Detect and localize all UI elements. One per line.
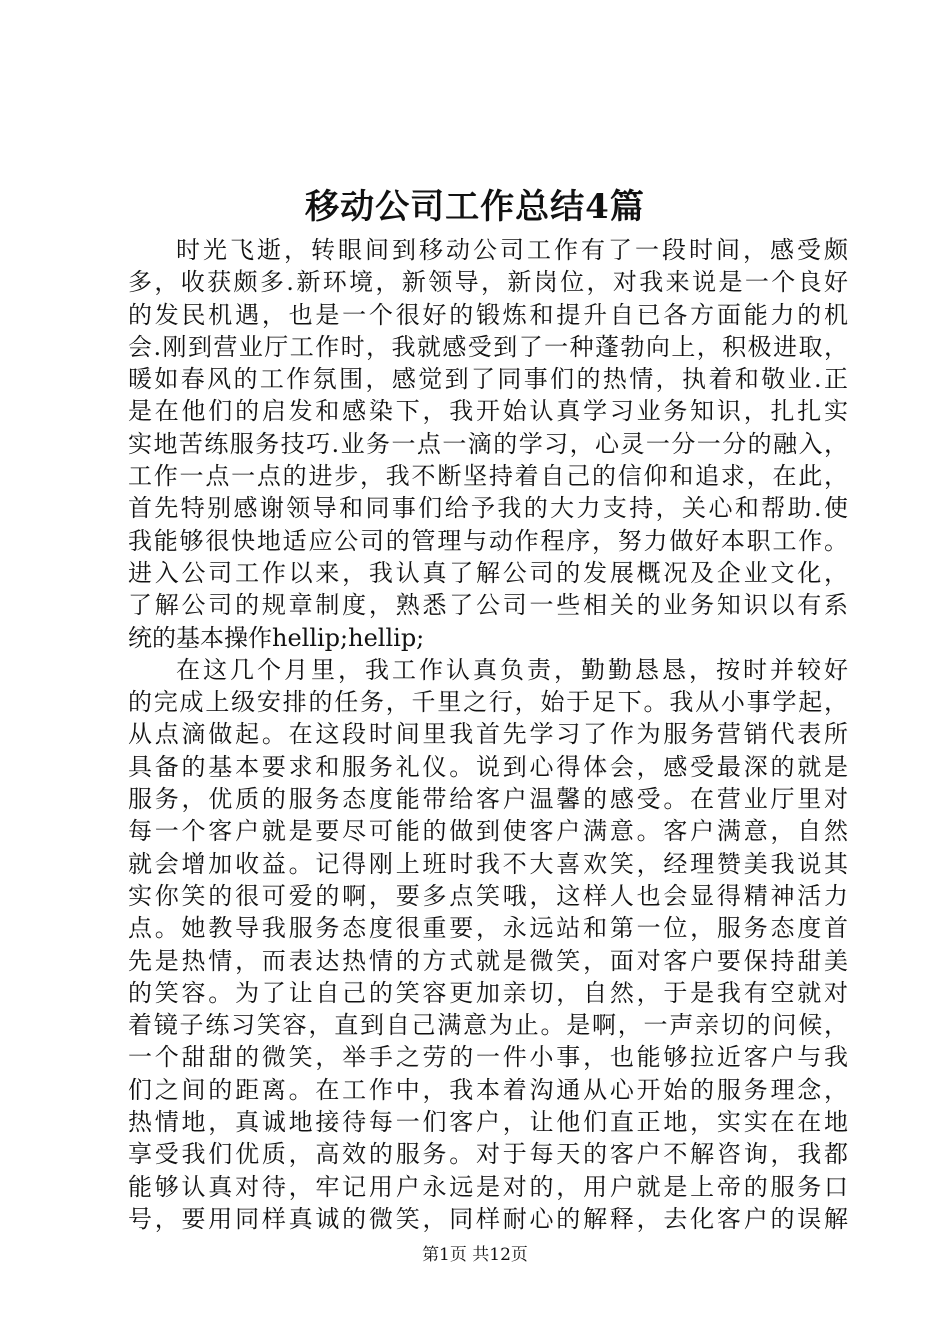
paragraph-2-line-11: 的笑容。为了让自己的笑容更加亲切，自然，于是我有空就对 [128,978,848,1007]
paragraph-1-line-7: 实地苦练服务技巧.业务一点一滴的学习，心灵一分一分的融入， [128,429,848,458]
page-footer: 第1页 共12页 [422,1245,528,1265]
paragraph-2-line-5: 服务，优质的服务态度能带给客户温馨的感受。在营业厅里对 [128,785,848,814]
paragraph-2-line-17: 能够认真对待，牢记用户永远是对的，用户就是上帝的服务口 [128,1172,848,1201]
paragraph-1-line-8: 工作一点一点的进步，我不断坚持着自己的信仰和追求，在此， [128,462,848,491]
paragraph-2-line-2: 的完成上级安排的任务，千里之行，始于足下。我从小事学起， [128,688,848,717]
paragraph-1-line-10: 我能够很快地适应公司的管理与动作程序，努力做好本职工作。 [128,526,848,555]
paragraph-2-line-12: 着镜子练习笑容，直到自己满意为止。是啊，一声亲切的问候， [128,1011,848,1040]
paragraph-1-line-9: 首先特别感谢领导和同事们给予我的大力支持，关心和帮助.使 [128,494,848,523]
paragraph-1-line-2: 多，收获颇多.新环境，新领导，新岗位，对我来说是一个良好 [128,268,848,297]
paragraph-1-line-4: 会.刚到营业厅工作时，我就感受到了一种蓬勃向上，积极进取， [128,332,848,361]
paragraph-2-line-13: 一个甜甜的微笑，举手之劳的一件小事，也能够拉近客户与我 [128,1043,848,1072]
paragraph-1-line-12: 了解公司的规章制度，熟悉了公司一些相关的业务知识以有系 [128,591,848,620]
paragraph-2-line-4: 具备的基本要求和服务礼仪。说到心得体会，感受最深的就是 [128,752,848,781]
paragraph-1-line-3: 的发民机遇，也是一个很好的锻炼和提升自已各方面能力的机 [128,300,848,329]
document-body [128,234,848,1235]
paragraph-2-line-6: 每一个客户就是要尽可能的做到使客户满意。客户满意，自然 [128,817,848,846]
paragraph-2-line-14: 们之间的距离。在工作中，我本着沟通从心开始的服务理念， [128,1075,848,1104]
paragraph-1-line-1: 时光飞逝，转眼间到移动公司工作有了一段时间，感受颇 [176,236,848,264]
paragraph-2-line-15: 热情地，真诚地接待每一们客户，让他们直正地，实实在在地 [128,1108,848,1137]
paragraph-1-line-11: 进入公司工作以来，我认真了解公司的发展概况及企业文化， [128,558,848,587]
paragraph-1-line-6: 是在他们的启发和感染下，我开始认真学习业务知识，扎扎实 [128,397,848,426]
paragraph-1-line-13: 统的基本操作hellip;hellip; [128,623,425,652]
paragraph-2-line-16: 享受我们优质，高效的服务。对于每天的客户不解咨询，我都 [128,1140,848,1169]
paragraph-2-line-8: 实你笑的很可爱的啊，要多点笑哦，这样人也会显得精神活力 [128,881,848,910]
paragraph-2-line-3: 从点滴做起。在这段时间里我首先学习了作为服务营销代表所 [128,720,848,749]
paragraph-2-line-1: 在这几个月里，我工作认真负责，勤勤恳恳，按时并较好 [176,655,848,684]
paragraph-2-line-10: 先是热情，而表达热情的方式就是微笑，面对客户要保持甜美 [128,946,848,975]
document-title: 移动公司工作总结4篇 [305,187,645,227]
paragraph-1-line-5: 暖如春风的工作氛围，感觉到了同事们的热情，执着和敬业.正 [128,365,848,394]
paragraph-2-line-18: 号，要用同样真诚的微笑，同样耐心的解释，去化客户的误解 [128,1204,848,1233]
paragraph-2-line-7: 就会增加收益。记得刚上班时我不大喜欢笑，经理赞美我说其 [128,849,848,878]
paragraph-2-line-9: 点。她教导我服务态度很重要，永远站和第一位，服务态度首 [128,914,848,943]
